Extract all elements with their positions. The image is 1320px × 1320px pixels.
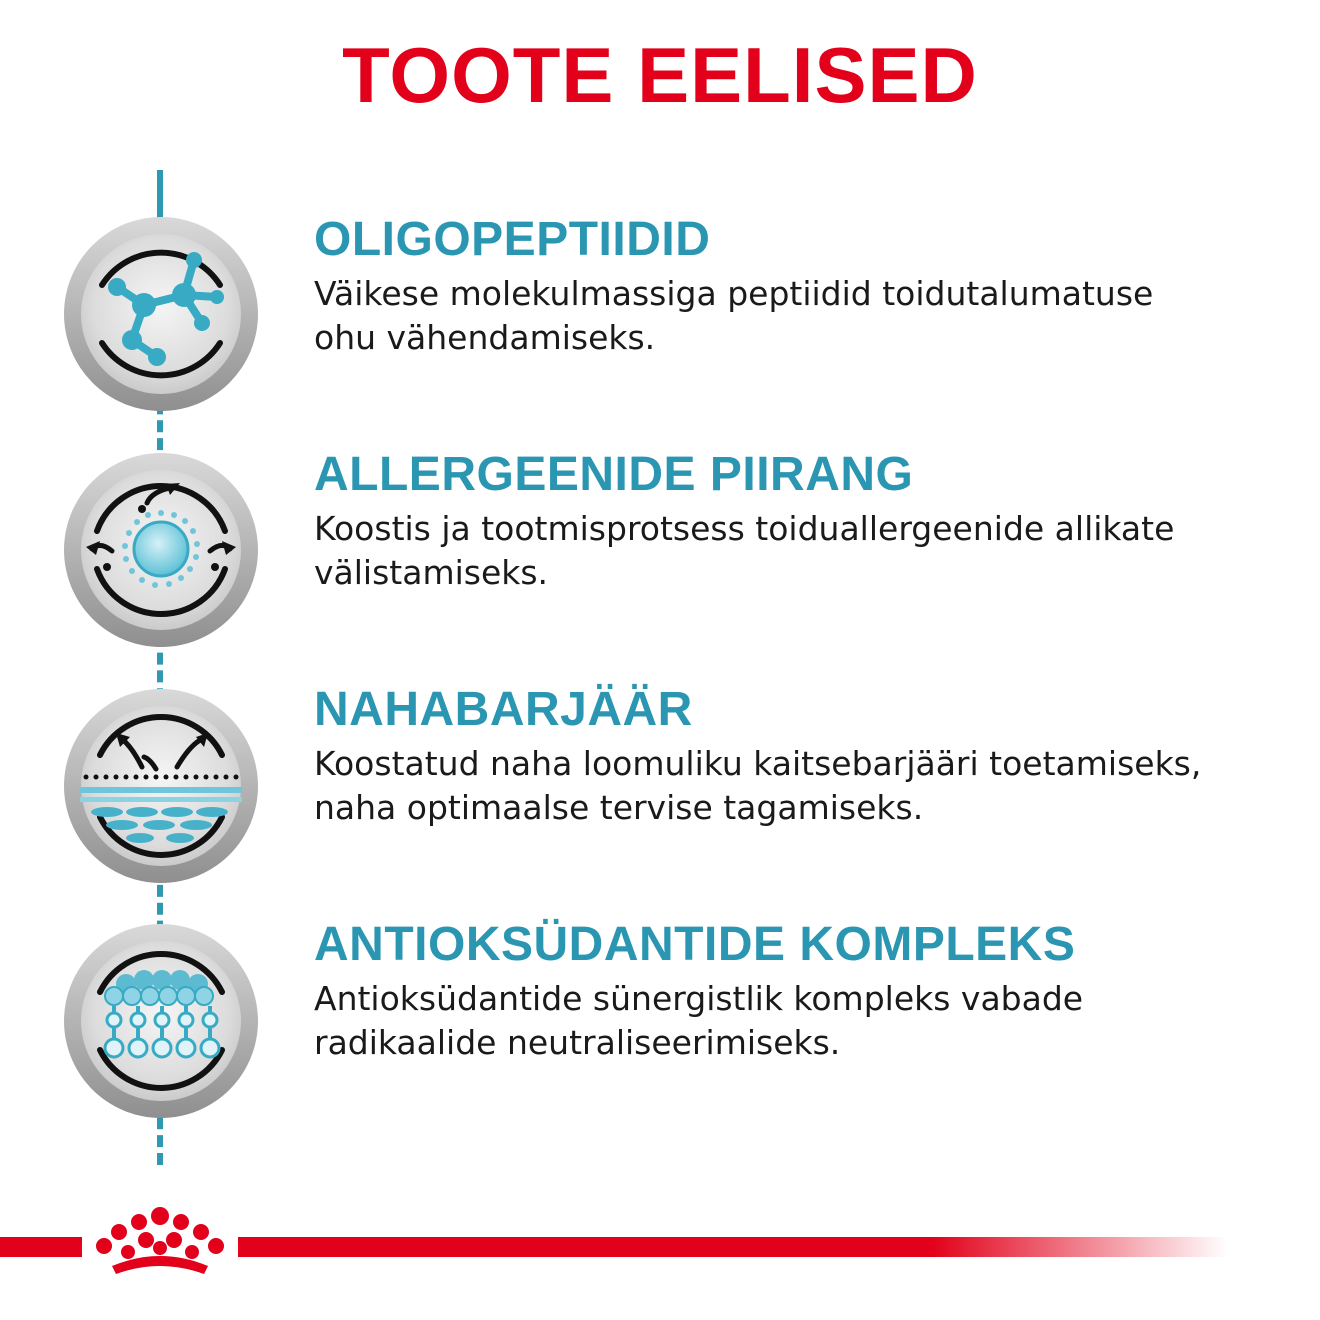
- allergen-restriction-icon: [62, 451, 260, 649]
- benefit-title: ANTIOKSÜDANTIDE KOMPLEKS: [314, 918, 1076, 971]
- benefit-title: NAHABARJÄÄR: [314, 683, 693, 736]
- page-title: TOOTE EELISED: [342, 31, 978, 119]
- timeline-line-top: [157, 170, 163, 210]
- benefit-description: Antioksüdantide sünergistlik kompleks vabade radikaalide neutraliseerimiseks.: [314, 979, 1084, 1062]
- skin-barrier-icon: [62, 687, 260, 885]
- royal-canin-crown-logo: [92, 1200, 228, 1290]
- benefit-title: ALLERGEENIDE PIIRANG: [314, 448, 914, 501]
- footer-red-bar-right: [238, 1237, 1228, 1257]
- benefit-description: Koostis ja tootmisprotsess toiduallergeenide allikate välistamiseks.: [314, 509, 1175, 592]
- benefit-description: Koostatud naha loomuliku kaitsebarjääri toetamiseks, naha optimaalse tervise tagamiseks.: [314, 744, 1202, 827]
- molecule-icon: [62, 215, 260, 413]
- benefit-title: OLIGOPEPTIIDID: [314, 213, 711, 266]
- antioxidant-complex-icon: [62, 922, 260, 1120]
- benefit-description: Väikese molekulmassiga peptiidid toidutalumatuse ohu vähendamiseks.: [314, 274, 1154, 357]
- footer-red-bar-left: [0, 1237, 82, 1257]
